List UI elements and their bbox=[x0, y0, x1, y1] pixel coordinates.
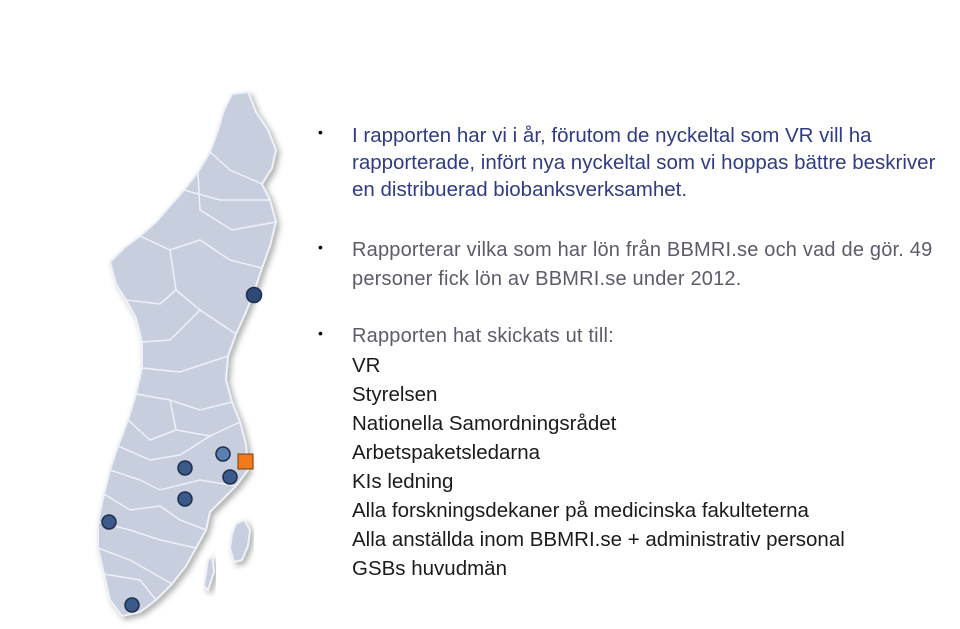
bullet-text-3: Rapporten hat skickats ut till: bbox=[352, 325, 614, 347]
bullet-block-1 bbox=[318, 122, 948, 203]
recipient-item: Nationella Samordningsrådet bbox=[352, 412, 617, 435]
recipient-item: Arbetspaketsledarna bbox=[352, 441, 541, 464]
bullet-item-3 bbox=[318, 322, 948, 351]
bullet-block-2 bbox=[318, 236, 948, 294]
bullet-text-2: Rapporterar vilka som har lön från BBMRI.se och vad de gör. 49 personer fick lön av BBMRI.se under 2012. bbox=[352, 239, 933, 290]
recipient-item: Styrelsen bbox=[352, 383, 438, 406]
node-goteborg bbox=[102, 515, 116, 529]
recipient-item: VR bbox=[352, 354, 381, 377]
bullet-marker: • bbox=[318, 239, 323, 255]
node-malmo bbox=[125, 598, 139, 612]
node-uppsala bbox=[216, 447, 230, 461]
bullet-block-3 bbox=[318, 322, 948, 583]
gotland-island bbox=[230, 520, 250, 562]
bullet-marker: • bbox=[318, 124, 323, 140]
recipient-list bbox=[318, 351, 948, 583]
node-orebro bbox=[178, 461, 192, 475]
recipient-item: Alla forskningsdekaner på medicinska fakulteterna bbox=[352, 499, 809, 522]
node-linkoping bbox=[178, 492, 192, 506]
node-stockholm bbox=[223, 470, 237, 484]
recipient-item: KIs ledning bbox=[352, 470, 454, 493]
bullet-text-1: I rapporten har vi i år, förutom de nyckeltal som VR vill ha rapporterade, infört nya nyckeltal som vi hoppas bättre beskriver en distribuerad biobanksverksamhet. bbox=[352, 124, 936, 201]
bullet-item-2 bbox=[318, 236, 948, 294]
bullet-item-1 bbox=[318, 122, 948, 203]
orange-marker bbox=[238, 454, 253, 469]
oland-island bbox=[204, 556, 214, 590]
node-umea bbox=[247, 288, 262, 303]
recipient-item: GSBs huvudmän bbox=[352, 557, 507, 580]
recipient-item: Alla anställda inom BBMRI.se + administrativ personal bbox=[352, 528, 845, 551]
bullet-marker: • bbox=[318, 325, 323, 341]
